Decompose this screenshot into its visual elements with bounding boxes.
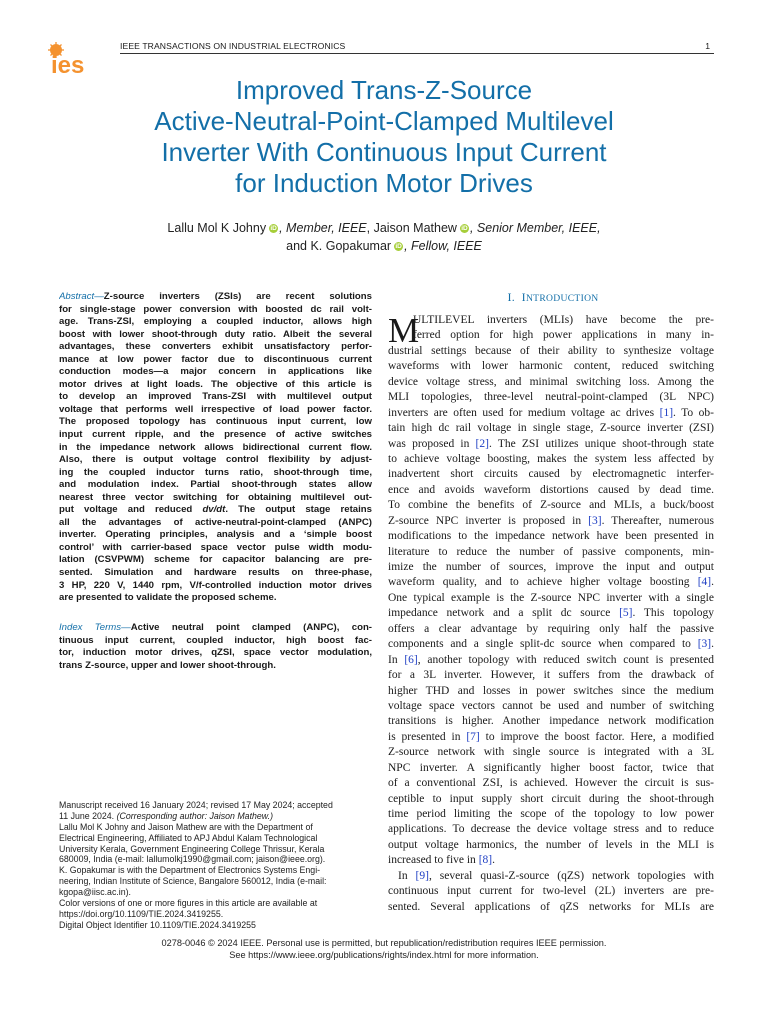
author-role: , Fellow, IEEE <box>404 239 482 253</box>
header-rule <box>120 53 714 54</box>
orcid-icon[interactable]: iD <box>461 225 468 232</box>
section-heading: I. INTRODUCTION <box>507 290 599 304</box>
citation-link[interactable]: [4] <box>697 576 712 589</box>
citation-link[interactable]: [3] <box>697 638 712 651</box>
journal-name: IEEE TRANSACTIONS ON INDUSTRIAL ELECTRONICS <box>120 41 346 51</box>
title-line: Inverter With Continuous Input Current <box>161 137 607 167</box>
email-line[interactable]: kgopa@iisc.ac.in). <box>59 887 132 898</box>
logo-text: ies <box>51 52 85 76</box>
author-name: Jaison Mathew <box>373 221 457 235</box>
index-terms: Index Terms—Active neutral point clamped (ANPC), con- tinuous input current, coupled inductor, high boost fac- tor, induction motor drives, qZSI, space vector modulation, trans Z-source, upper and lower shoot-through. <box>59 622 372 671</box>
citation-link[interactable]: [6] <box>404 653 418 666</box>
orcid-icon[interactable]: iD <box>395 243 402 250</box>
rights-link[interactable]: See https://www.ieee.org/publications/rights/index.html for more information. <box>229 949 539 960</box>
footnotes: Manuscript received 16 January 2024; revised 17 May 2024; accepted 11 June 2024. (Corresponding author: Jaison Mathew.) Lallu Mol K Johny and Jaison Mathew are with the Department of Electrical Engineering, Affiliated to APJ Abdul Kalam Technological University Kerala, Government Engineering College Thrissur, Kerala 680009, India (e-mail: lallumolkj1990@gmail.com; jaison@ieee.org). K. Gopakumar is with the Department of Electronics Systems Engi- neering, Indian Institute of Science, Bangalore 560012, India (e-mail: kgopa@iisc.ac.in). Color versions of one or more figures in this article are available at https://doi.org/10.1109/TIE.2024.3419255. Digital Object Identifier 10.1109/TIE.2024.3419255 <box>59 800 372 931</box>
author-list: Lallu Mol K Johny iD , Member, IEEE, Jaison Mathew iD , Senior Member, IEEE, and K. Gopakumar iD , Fellow, IEEE <box>167 221 601 253</box>
citation-link[interactable]: [8] <box>478 854 493 867</box>
email-line[interactable]: 680009, India (e-mail: lallumolkj1990@gmail.com; jaison@ieee.org). <box>59 854 326 865</box>
author-name: Lallu Mol K Johny <box>167 221 267 235</box>
abstract: Abstract—Z-source inverters (ZSIs) are recent solutions for single-stage power conversion with boosted dc rail volt- age. Trans-ZSI, employing a coupled inductor, allows high boost with lower shoot-through duty ratio. Albeit the several advantages, these converters exhibit unsatisfactory perfor- mance at low power factor due to discontinuous current conduction modes—a major concern in applications like motor drives at light loads. The objective of this article is to develop an improved Trans-ZSI with multilevel output voltage that performs well irrespective of load power factor. The proposed topology has continuous input current, low input current ripple, and the presence of active switches in the impedance network allows bidirectional current flow. Also, there is output voltage control flexibility by adjust- ing the coupled inductor turns ratio, shoot-through time, and modulation index. Partial shoot-through states allow nearest three vector switching for obtaining multilevel out- put voltage and reduced dv/dt. The output stage retains all the advantages of active-neutral-point-clamped (ANPC) inverter. Operating principles, analysis and a ‘simple boost control’ with carrier-based space vector pulse width modu- lation (CSVPWM) scheme for capacitor balancing are pre- sented. Simulation and hardware results on three-phase, 3 HP, 220 V, 1440 rpm, V/f-controlled induction motor drives are presented to validate the proposed scheme. <box>59 291 372 604</box>
citation-link[interactable]: [7] <box>466 730 480 743</box>
title-line: Active-Neutral-Point-Clamped Multilevel <box>154 106 614 136</box>
ies-society-logo <box>48 42 104 76</box>
citation-link[interactable]: [2] <box>475 437 489 450</box>
author-name: K. Gopakumar <box>310 239 392 253</box>
abstract-label: Abstract— <box>59 291 104 302</box>
page-number: 1 <box>705 41 710 51</box>
title-line: for Induction Motor Drives <box>235 168 533 198</box>
title-line: Improved Trans-Z-Source <box>235 75 533 105</box>
citation-link[interactable]: [9] <box>415 869 429 882</box>
author-role: , Senior Member, IEEE, <box>469 221 601 235</box>
citation-link[interactable]: [3] <box>588 514 602 527</box>
copyright-footer: 0278-0046 © 2024 IEEE. Personal use is permitted, but republication/redistribution requires IEEE permission. See https://www.ieee.org/publications/rights/index.html for more information. <box>40 938 728 961</box>
orcid-icon[interactable]: iD <box>270 225 277 232</box>
citation-link[interactable]: [5] <box>619 607 633 620</box>
introduction-text: M ULTILEVEL inverters (MLIs) have become the pre- ferred option for high power applications in many in- dustrial settings because of their ability to synthesize voltage waveforms with lower harmonic content, reduced switching device voltage stress, and minimal switching loss. Among the MLI topologies, three-level neutral-point-clamped (3L NPC) inverters are often used for medium voltage ac drives [1]. To ob- tain high dc rail voltage in single stage, Z-source inverter (ZSI) was proposed in [2]. The ZSI utilizes unique shoot-through state to achieve voltage boosting, makes the system less affected by inadvertent short circuits caused by electromagnetic interfer- ence and avoids waveform distortions caused by dead time. To combine the benefits of Z-source and MLIs, a buck/boost Z-source NPC inverter is proposed in [3]. Thereafter, numerous modifications to the impedance network have been presented in literature to reduce the number of passive components, min- imize the number of sources, improve the input and output waveform quality, and to achieve higher voltage boosting [4]. One typical example is the Z-source NPC inverter with a single impedance network and a split dc source [5]. This topology offers a clear advantage by requiring only half the passive components and a single split-dc source when compared to [3]. In [6], another topology with reduced switch count is presented for a 3L inverter. However, it suffers from the drawback of higher THD and losses in power switches since the medium voltage space vectors cannot be used and number of switching transitions is higher. Another impedance network modification is presented in [7] to improve the boost factor. Here, a modified Z-source network with single source is integrated with a 3L NPC inverter. A significantly higher boost factor, twice that of a conventional ZSI, is achieved. However the circuit is sus- ceptible to input supply short circuit during the shoot-through time period limiting the scope of the topology to low power applications. To decrease the device voltage stress and to reduce output voltage harmonics, the number of levels in the MLI is increased to five in [8]. In [9], several quasi-Z-source (qZS) network topologies with continuous input current for two-level (2L) inverters are pre- sented. Several applications of qZS networks for MLIs are <box>388 311 714 913</box>
author-role: , Member, IEEE <box>279 221 367 235</box>
paper-title <box>60 75 708 199</box>
index-terms-label: Index Terms— <box>59 622 131 633</box>
citation-link[interactable]: [1] <box>659 406 674 419</box>
drop-cap: M <box>388 311 420 350</box>
doi-link[interactable]: https://doi.org/10.1109/TIE.2024.3419255. <box>59 908 224 919</box>
